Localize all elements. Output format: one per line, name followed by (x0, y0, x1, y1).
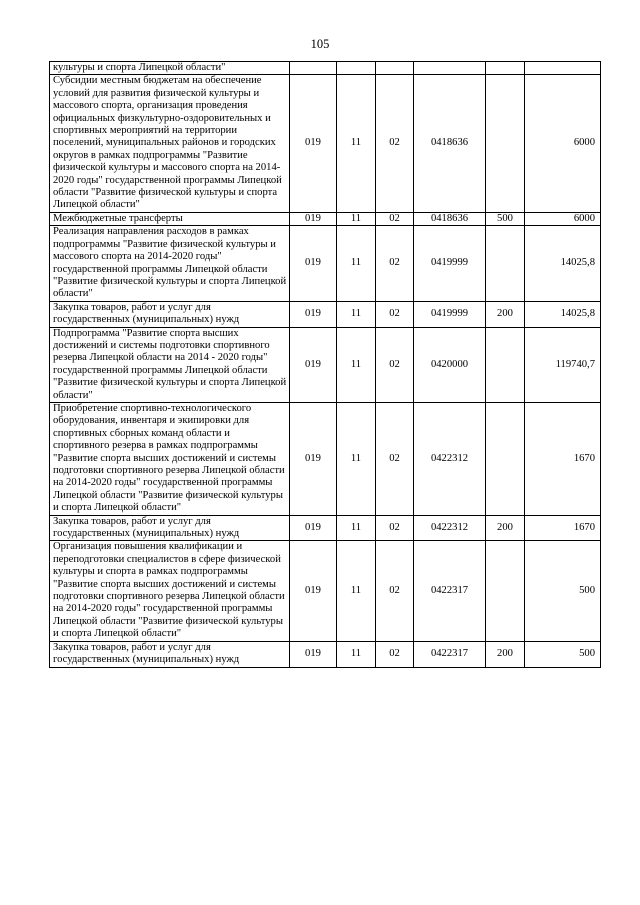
row-gr-cell: 019 (290, 301, 337, 327)
row-vr-cell (486, 327, 525, 402)
row-gr-cell: 019 (290, 515, 337, 541)
page-number: 105 (310, 37, 330, 51)
row-vr-cell (486, 402, 525, 515)
row-name-cell: Закупка товаров, работ и услуг для государственных (муниципальных) нужд (50, 301, 290, 327)
row-name-cell: Закупка товаров, работ и услуг для государственных (муниципальных) нужд (50, 641, 290, 667)
row-rz-cell: 11 (337, 301, 376, 327)
row-vr-cell (486, 226, 525, 301)
row-gr-cell: 019 (290, 75, 337, 212)
row-cs-cell: 0419999 (414, 226, 486, 301)
row-vr-cell: 200 (486, 641, 525, 667)
row-vr-cell: 500 (486, 212, 525, 225)
row-vr-cell: 200 (486, 301, 525, 327)
row-sum-cell: 14025,8 (525, 301, 601, 327)
row-gr-cell: 019 (290, 327, 337, 402)
budget-table-body (50, 62, 601, 668)
row-rz-cell: 11 (337, 226, 376, 301)
row-rz-cell: 11 (337, 515, 376, 541)
row-sum-cell (525, 62, 601, 75)
row-cs-cell: 0420000 (414, 327, 486, 402)
row-pr-cell: 02 (376, 541, 414, 641)
row-pr-cell: 02 (376, 641, 414, 667)
table-row (50, 515, 601, 541)
table-row (50, 75, 601, 212)
row-pr-cell: 02 (376, 226, 414, 301)
table-row (50, 541, 601, 641)
row-rz-cell: 11 (337, 541, 376, 641)
row-rz-cell: 11 (337, 641, 376, 667)
table-row (50, 327, 601, 402)
row-pr-cell: 02 (376, 75, 414, 212)
row-name-cell: Закупка товаров, работ и услуг для государственных (муниципальных) нужд (50, 515, 290, 541)
row-pr-cell: 02 (376, 327, 414, 402)
row-cs-cell: 0422317 (414, 641, 486, 667)
row-cs-cell: 0422317 (414, 541, 486, 641)
row-rz-cell: 11 (337, 327, 376, 402)
row-sum-cell: 6000 (525, 212, 601, 225)
row-sum-cell: 1670 (525, 515, 601, 541)
row-gr-cell: 019 (290, 641, 337, 667)
row-gr-cell: 019 (290, 226, 337, 301)
row-vr-cell (486, 541, 525, 641)
row-vr-cell (486, 62, 525, 75)
row-name-cell: Межбюджетные трансферты (50, 212, 290, 225)
row-cs-cell: 0422312 (414, 515, 486, 541)
row-pr-cell (376, 62, 414, 75)
row-pr-cell: 02 (376, 402, 414, 515)
table-row (50, 226, 601, 301)
row-rz-cell (337, 62, 376, 75)
row-name-cell: Приобретение спортивно-технологического оборудования, инвентаря и экипировки для спортивных сборных команд области и спортивного резерва в рамках подпрограммы "Развитие спорта высших достижений и системы подготовки спортивного резерва Липецкой области на 2014-2020 годы" государственной программы Липецкой области "Развитие физической культуры и спорта Липецкой области" (50, 402, 290, 515)
row-name-cell: культуры и спорта Липецкой области" (50, 62, 290, 75)
table-row (50, 641, 601, 667)
row-cs-cell: 0418636 (414, 212, 486, 225)
table-row (50, 301, 601, 327)
budget-table (49, 61, 601, 668)
row-name-cell: Подпрограмма "Развитие спорта высших достижений и системы подготовки спортивного резерва Липецкой области на 2014 - 2020 годы" государственной программы Липецкой области "Развитие физической культуры и спорта Липецкой области" (50, 327, 290, 402)
table-row (50, 402, 601, 515)
row-cs-cell (414, 62, 486, 75)
row-sum-cell: 500 (525, 641, 601, 667)
row-rz-cell: 11 (337, 75, 376, 212)
row-name-cell: Реализация направления расходов в рамках подпрограммы "Развитие физической культуры и массового спорта на 2014-2020 годы" государственной программы Липецкой области "Развитие физической культуры и спорта Липецкой области" (50, 226, 290, 301)
row-gr-cell: 019 (290, 212, 337, 225)
table-row (50, 212, 601, 225)
row-cs-cell: 0422312 (414, 402, 486, 515)
table-row (50, 62, 601, 75)
row-gr-cell: 019 (290, 402, 337, 515)
row-gr-cell (290, 62, 337, 75)
row-pr-cell: 02 (376, 212, 414, 225)
row-sum-cell: 119740,7 (525, 327, 601, 402)
row-cs-cell: 0419999 (414, 301, 486, 327)
row-gr-cell: 019 (290, 541, 337, 641)
row-cs-cell: 0418636 (414, 75, 486, 212)
row-rz-cell: 11 (337, 402, 376, 515)
row-sum-cell: 14025,8 (525, 226, 601, 301)
row-sum-cell: 1670 (525, 402, 601, 515)
row-sum-cell: 6000 (525, 75, 601, 212)
row-name-cell: Субсидии местным бюджетам на обеспечение условий для развития физической культуры и массового спорта, организация проведения официальных физкультурно-оздоровительных и спортивных мероприятий на территории поселений, муниципальных районов и городских округов в рамках подпрограммы "Развитие физической культуры и массового спорта на 2014-2020 годы" государственной программы Липецкой области "Развитие физической культуры и спорта Липецкой области" (50, 75, 290, 212)
row-rz-cell: 11 (337, 212, 376, 225)
row-name-cell: Организация повышения квалификации и переподготовки специалистов в сфере физической культуры и спорта в рамках подпрограммы "Развитие спорта высших достижений и системы подготовки спортивного резерва Липецкой области на 2014-2020 годы" государственной программы Липецкой области "Развитие физической культуры и спорта Липецкой области" (50, 541, 290, 641)
row-sum-cell: 500 (525, 541, 601, 641)
row-vr-cell (486, 75, 525, 212)
row-vr-cell: 200 (486, 515, 525, 541)
row-pr-cell: 02 (376, 515, 414, 541)
row-pr-cell: 02 (376, 301, 414, 327)
